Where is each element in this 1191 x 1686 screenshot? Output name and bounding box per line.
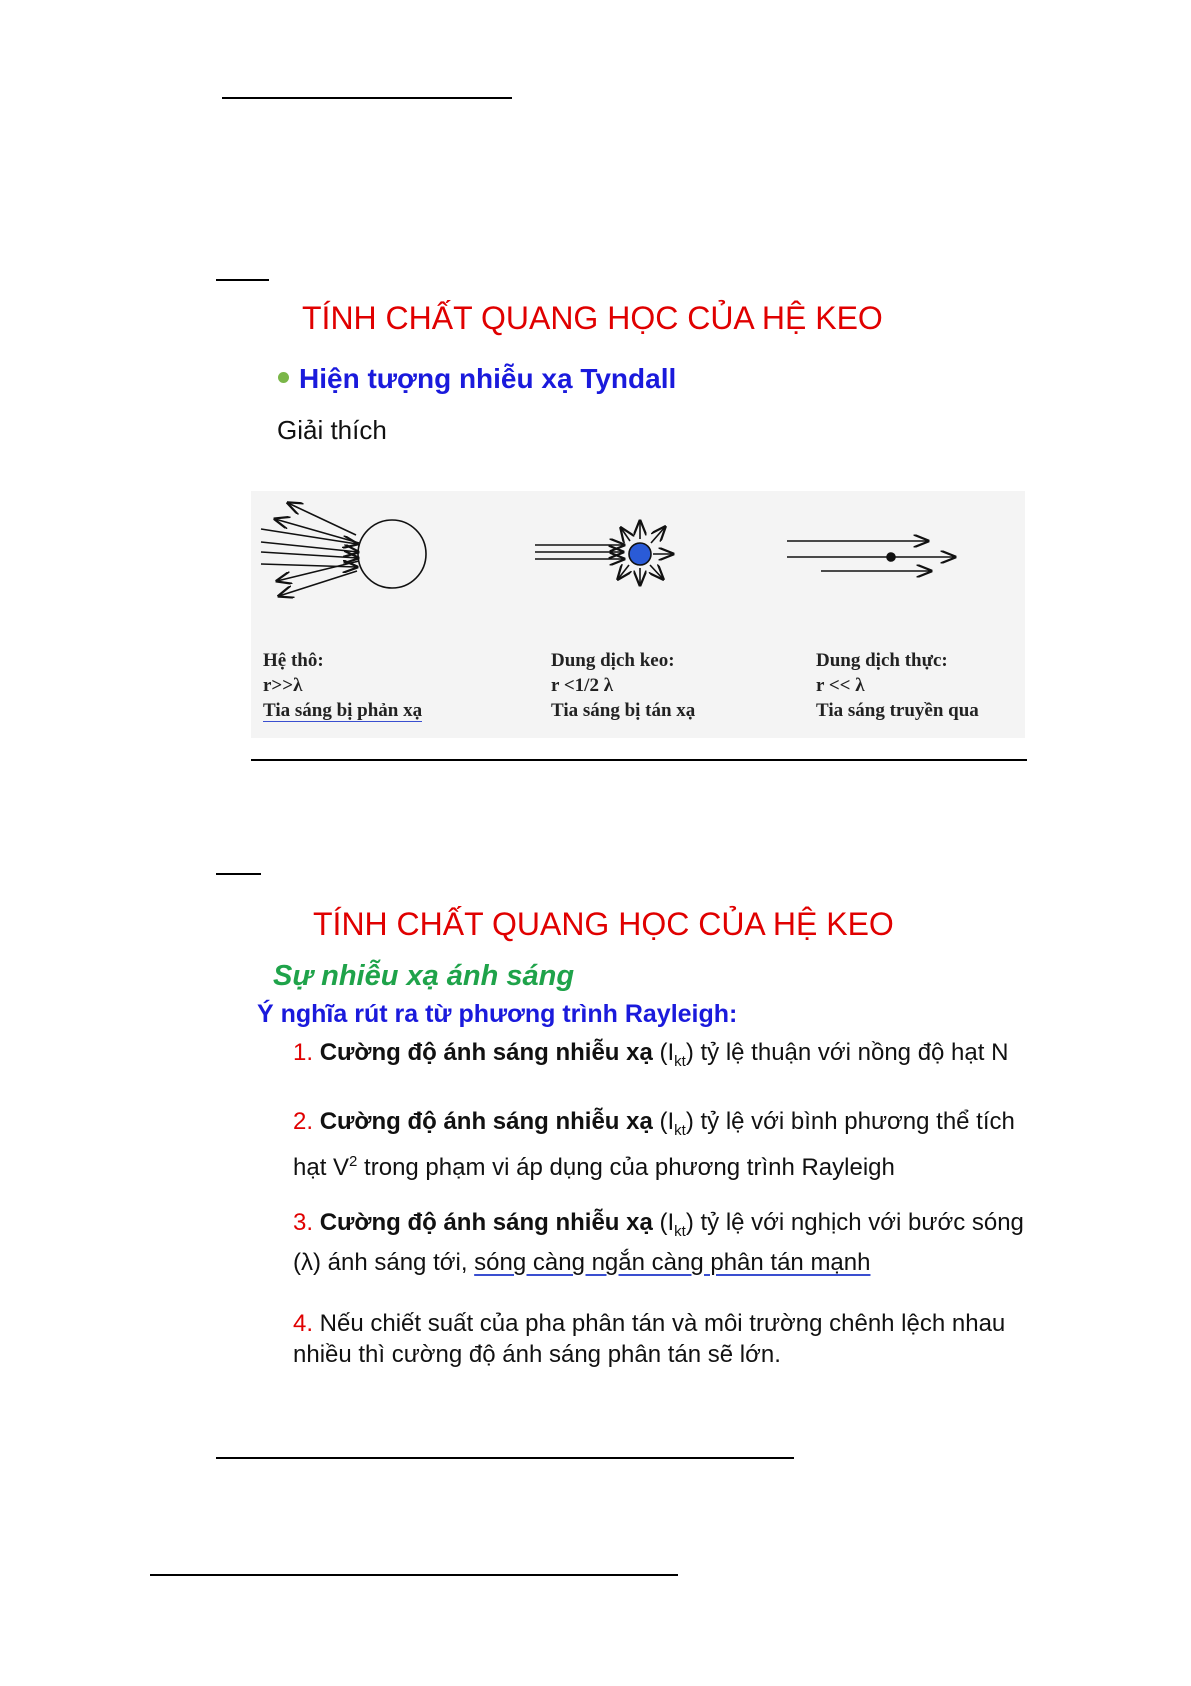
top-rule (222, 97, 512, 99)
tyndall-bullet-text: Hiện tượng nhiễu xạ Tyndall (299, 363, 677, 394)
item4-number: 4. (293, 1310, 314, 1337)
rayleigh-item-1 (293, 1037, 1033, 1077)
rayleigh-item-2 (293, 1106, 1033, 1183)
caption-true-solution-title: Dung dịch thực: (816, 650, 948, 671)
caption-coarse-ratio: r>>λ (263, 675, 303, 696)
caption-coarse (263, 648, 422, 723)
bullet-dot-icon (278, 372, 289, 383)
item3-bold: Cường độ ánh sáng nhiễu xạ (319, 1209, 653, 1236)
rayleigh-item-3 (293, 1207, 1033, 1278)
item3-number: 3. (293, 1209, 314, 1236)
true-solution-icon (787, 541, 955, 571)
item2-rest-b: trong phạm vi áp dụng của phương trình Rayleigh (357, 1153, 895, 1181)
caption-colloid-effect: Tia sáng bị tán xạ (551, 700, 696, 721)
scattering-diagram (251, 491, 1025, 738)
caption-true-solution-effect: Tia sáng truyền qua (816, 700, 979, 721)
item2-rest-a: ) tỷ lệ với bình phương thể tích hạt V (293, 1108, 1015, 1181)
item4-text: Nếu chiết suất của pha phân tán và môi trường chênh lệch nhau nhiều thì cường độ ánh sáng phân tán sẽ lớn. (293, 1310, 1006, 1368)
caption-coarse-effect: Tia sáng bị phản xạ (263, 700, 423, 721)
rayleigh-heading: Ý nghĩa rút ra từ phương trình Rayleigh: (257, 1000, 738, 1028)
slide1-title: TÍNH CHẤT QUANG HỌC CỦA HỆ KEO (302, 300, 883, 336)
caption-colloid (551, 648, 695, 723)
item1-subscript: kt (674, 1052, 686, 1070)
item2-bold: Cường độ ánh sáng nhiễu xạ (319, 1108, 653, 1135)
coarse-system-icon (261, 503, 426, 596)
slide2-title: TÍNH CHẤT QUANG HỌC CỦA HỆ KEO (313, 906, 894, 942)
item1-rest: ) tỷ lệ thuận với nồng độ hạt N (685, 1039, 1009, 1066)
footnote-rule (150, 1574, 678, 1576)
item1-bold: Cường độ ánh sáng nhiễu xạ (319, 1039, 653, 1066)
caption-true-solution (816, 648, 979, 723)
colloid-particle-icon (535, 521, 673, 585)
item3-pre: (I (652, 1209, 675, 1236)
item3-subscript: kt (674, 1222, 686, 1240)
item1-number: 1. (293, 1039, 314, 1066)
caption-colloid-ratio: r <1/2 λ (551, 675, 614, 696)
slide2-bottom-rule (216, 1457, 794, 1459)
caption-true-solution-ratio: r << λ (816, 675, 865, 696)
caption-colloid-title: Dung dịch keo: (551, 650, 675, 671)
item2-number: 2. (293, 1108, 314, 1135)
light-scattering-subtitle: Sự nhiễu xạ ánh sáng (273, 960, 575, 992)
explanation-label: Giải thích (277, 415, 387, 445)
caption-coarse-title: Hệ thô: (263, 650, 324, 671)
item3-rest: ) tỷ lệ với nghịch với bước sóng (λ) ánh sáng tới, (293, 1209, 1024, 1276)
slide1-bottom-rule (251, 759, 1027, 761)
item2-subscript: kt (674, 1121, 686, 1139)
item2-pre: (I (652, 1108, 675, 1135)
slide2-top-rule (216, 873, 261, 875)
tyndall-bullet (278, 363, 676, 395)
item1-pre: (I (652, 1039, 675, 1066)
slide1-top-rule (216, 279, 269, 281)
item3-underlined: sóng càng ngắn càng phân tán mạnh (474, 1248, 871, 1276)
rayleigh-item-4 (293, 1308, 1033, 1370)
item2-superscript: 2 (349, 1152, 358, 1170)
